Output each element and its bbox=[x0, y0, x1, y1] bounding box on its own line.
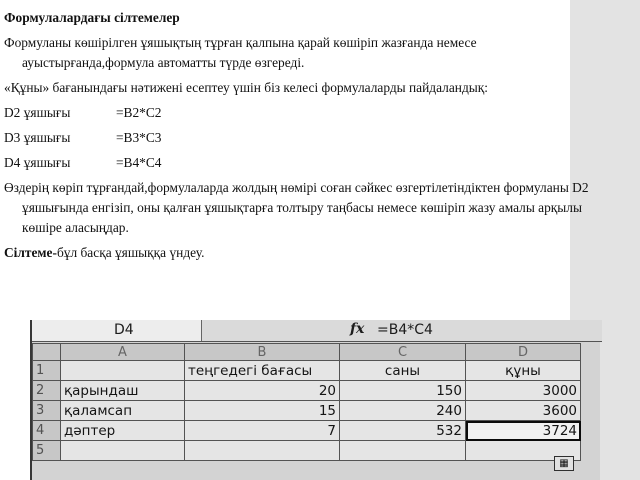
column-header-d[interactable]: D bbox=[466, 344, 581, 361]
select-all-corner[interactable] bbox=[33, 344, 61, 361]
formula-cell-name: D3 ұяшығы bbox=[4, 130, 71, 145]
table-row bbox=[33, 421, 581, 441]
cell-d2[interactable]: 3000 bbox=[466, 381, 581, 401]
column-header-c[interactable]: C bbox=[340, 344, 466, 361]
cell-a1[interactable] bbox=[61, 361, 185, 381]
cell-d3[interactable]: 3600 bbox=[466, 401, 581, 421]
cell-b5[interactable] bbox=[185, 441, 340, 461]
cell-d1[interactable]: құны bbox=[466, 361, 581, 381]
paragraph-2: «Құны» бағанындағы нәтижені есептеу үшін біз келесі формулаларды пайдаландық: bbox=[4, 80, 488, 95]
sheet-grid bbox=[32, 343, 581, 461]
formula-line-d3 bbox=[4, 128, 604, 148]
cell-c1[interactable]: саны bbox=[340, 361, 466, 381]
formula-cell-name: D2 ұяшығы bbox=[4, 105, 71, 120]
formula-cell-name: D4 ұяшығы bbox=[4, 155, 71, 170]
slide-text bbox=[4, 8, 604, 268]
paragraph-1: Формуланы көшірілген ұяшықтың тұрған қалпына қарай көшіріп жазғанда немесе ауыстырғанда,формула автоматты түрде өзгереді. bbox=[4, 35, 477, 70]
definition bbox=[4, 243, 604, 263]
formula-line-d4 bbox=[4, 153, 604, 173]
row-header[interactable]: 5 bbox=[33, 441, 61, 461]
autofill-options-icon[interactable]: ▦ bbox=[554, 456, 574, 471]
formula-bar-input[interactable]: =B4*C4 bbox=[377, 322, 433, 338]
cell-a3[interactable]: қаламсап bbox=[61, 401, 185, 421]
cell-b4[interactable]: 7 bbox=[185, 421, 340, 441]
formula-expression: =B4*C4 bbox=[116, 155, 162, 170]
column-header-a[interactable]: A bbox=[61, 344, 185, 361]
name-box[interactable]: D4 bbox=[32, 320, 202, 341]
paragraph-3: Өздерің көріп тұрғандай,формулаларда жолдың нөмірі соған сәйкес өзгертілетіндіктен формуланы D2 ұяшығында енгізіп, оны қалған ұяшықтарға толтыру таңбасы немесе көшіріп жазу амалы арқылы көшіре аласыңдар. bbox=[4, 180, 589, 235]
column-header-b[interactable]: B bbox=[185, 344, 340, 361]
column-header-row bbox=[33, 344, 581, 361]
row-header[interactable]: 1 bbox=[33, 361, 61, 381]
table-row bbox=[33, 361, 581, 381]
row-header[interactable]: 3 bbox=[33, 401, 61, 421]
definition-term: Сілтеме- bbox=[4, 245, 57, 260]
definition-text: бұл басқа ұяшыққа үндеу. bbox=[56, 245, 205, 260]
slide-heading: Формулалардағы сілтемелер bbox=[4, 10, 180, 25]
cell-d4-selected[interactable]: 3724 bbox=[466, 421, 581, 441]
cell-a2[interactable]: қарындаш bbox=[61, 381, 185, 401]
row-header[interactable]: 2 bbox=[33, 381, 61, 401]
cell-c2[interactable]: 150 bbox=[340, 381, 466, 401]
cell-b1[interactable]: теңгедегі бағасы bbox=[185, 361, 340, 381]
cell-c5[interactable] bbox=[340, 441, 466, 461]
formula-expression: =B3*C3 bbox=[116, 130, 162, 145]
table-row bbox=[33, 401, 581, 421]
row-header[interactable]: 4 bbox=[33, 421, 61, 441]
formula-line-d2 bbox=[4, 103, 604, 123]
cell-a4[interactable]: дәптер bbox=[61, 421, 185, 441]
cell-b3[interactable]: 15 bbox=[185, 401, 340, 421]
formula-expression: =B2*C2 bbox=[116, 105, 162, 120]
table-row bbox=[33, 441, 581, 461]
cell-c4[interactable]: 532 bbox=[340, 421, 466, 441]
formula-bar bbox=[32, 320, 602, 342]
cell-b2[interactable]: 20 bbox=[185, 381, 340, 401]
cell-c3[interactable]: 240 bbox=[340, 401, 466, 421]
table-row bbox=[33, 381, 581, 401]
cell-a5[interactable] bbox=[61, 441, 185, 461]
fx-icon[interactable]: fx bbox=[350, 321, 365, 337]
spreadsheet-screenshot bbox=[30, 320, 600, 480]
